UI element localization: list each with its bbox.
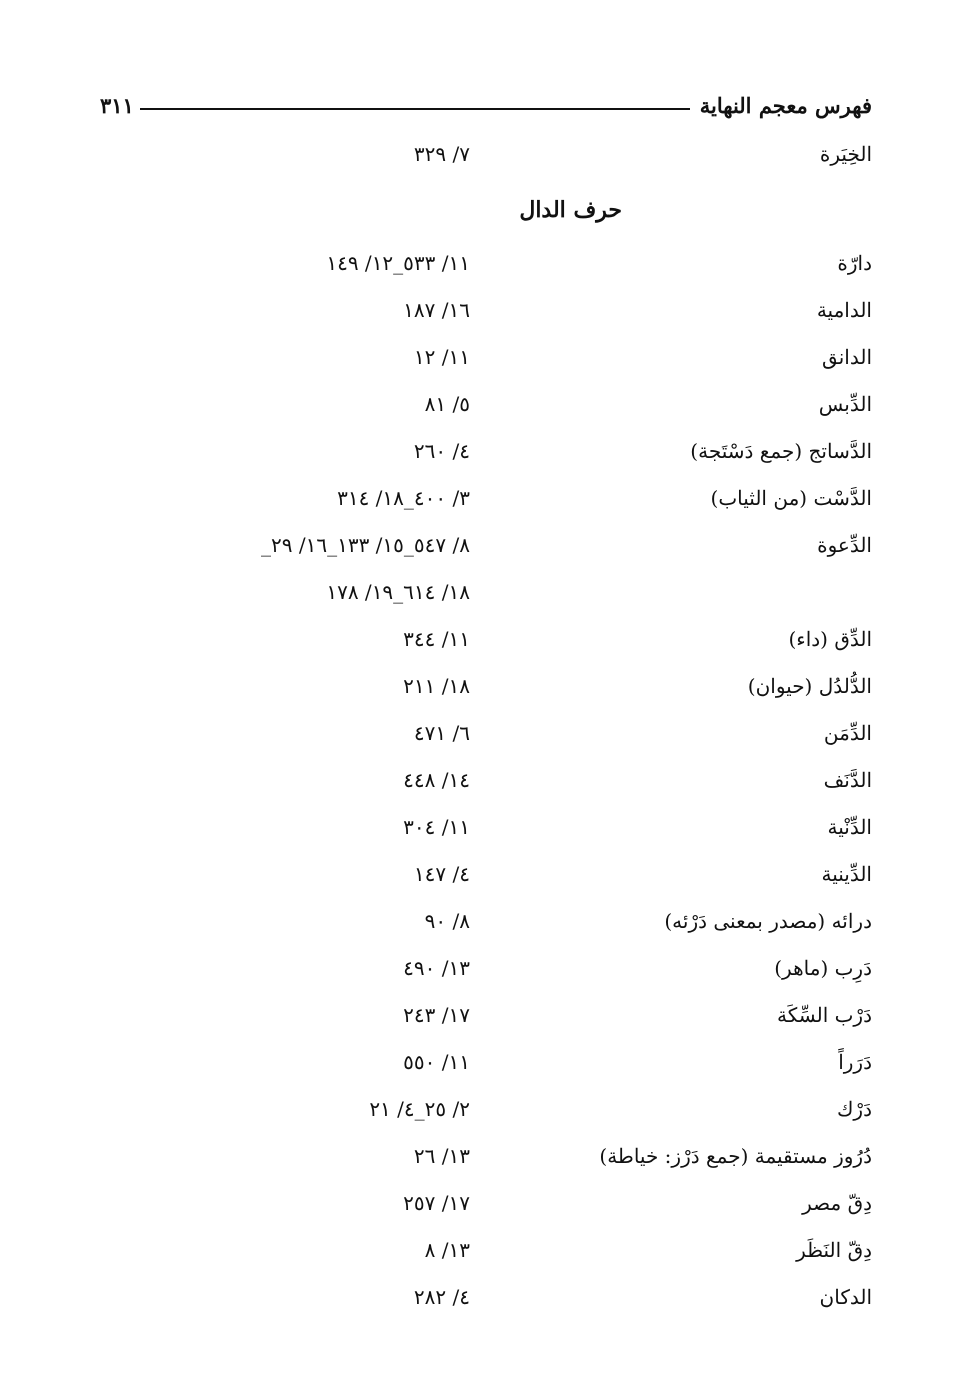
index-entries: [0, 130, 956, 1320]
entry-reference: ١٨/ ٢١١: [403, 674, 470, 698]
entry-reference: ١٣/ ٢٦: [413, 1144, 470, 1168]
entry-reference: ٢/ ٢٥_٤/ ٢١: [369, 1097, 470, 1121]
index-entry: [0, 1038, 956, 1085]
entry-term: دُرُوز مستقيمة (جمع دَرْز: خياطة): [599, 1144, 872, 1168]
index-entry: [0, 850, 956, 897]
entry-term: الدِّعوة: [817, 533, 872, 557]
entry-term: الدِّق (داء): [788, 627, 872, 651]
entry-reference: ١٦/ ١٨٧: [403, 298, 470, 322]
entry-term: الدامية: [816, 298, 872, 322]
index-entry: [0, 521, 956, 568]
index-entry: [0, 1179, 956, 1226]
index-entry: [0, 662, 956, 709]
entry-term: دَرْك: [836, 1097, 872, 1121]
section-heading-label: حرف الدال: [519, 197, 622, 223]
section-heading: [0, 177, 956, 239]
entry-reference: ٤/ ٢٦٠: [413, 439, 470, 463]
index-entry: [0, 380, 956, 427]
entry-term: الدِّينية: [821, 862, 872, 886]
entry-reference: ١١/ ٥٣٣_١٢/ ١٤٩: [326, 251, 470, 275]
index-entry: [0, 1132, 956, 1179]
entry-reference: ١٧/ ٢٥٧: [403, 1191, 470, 1215]
entry-reference: ١٣/ ٤٩٠: [403, 956, 470, 980]
entry-reference: ١٣/ ٨: [424, 1238, 470, 1262]
header-rule: [140, 108, 690, 110]
entry-term: دَرَراً: [838, 1050, 872, 1074]
entry-term: الدِّبس: [818, 392, 872, 416]
entry-reference: ٣/ ٤٠٠_١٨/ ٣١٤: [337, 486, 470, 510]
index-entry: [0, 568, 956, 615]
entry-reference: ١٧/ ٢٤٣: [403, 1003, 470, 1027]
entry-term: دَرِب (ماهر): [774, 956, 872, 980]
index-entry: [0, 991, 956, 1038]
index-entry: [0, 756, 956, 803]
index-entry: [0, 615, 956, 662]
entry-term: دارّة: [837, 251, 872, 275]
entry-term: الخِيَرة: [819, 142, 872, 166]
running-title: فهرس معجم النهاية: [699, 93, 872, 118]
index-entry: [0, 239, 956, 286]
entry-reference: ٦/ ٤٧١: [413, 721, 470, 745]
index-entry: [0, 1085, 956, 1132]
entry-reference: ١٤/ ٤٤٨: [403, 768, 470, 792]
index-entry: [0, 803, 956, 850]
page-number: ٣١١: [100, 93, 134, 118]
index-entry: [0, 286, 956, 333]
entry-reference: ٧/ ٣٢٩: [413, 142, 470, 166]
entry-term: دَرْب السِّكَة: [776, 1003, 872, 1027]
running-head: [100, 82, 872, 116]
entry-reference: ١١/ ٣٠٤: [403, 815, 470, 839]
entry-reference: ١١/ ١٢: [413, 345, 470, 369]
entry-reference: ٤/ ١٤٧: [413, 862, 470, 886]
entry-term: دِقّ مصر: [802, 1191, 872, 1215]
index-entry: [0, 897, 956, 944]
entry-reference: ٥/ ٨١: [424, 392, 470, 416]
entry-reference: ٤/ ٢٨٢: [413, 1285, 470, 1309]
entry-reference: ٨/ ٥٤٧_١٥/ ١٣٣_١٦/ ٢٩_: [261, 533, 470, 557]
entry-reference: ١١/ ٣٤٤: [403, 627, 470, 651]
entry-term: الدِّنْية: [827, 815, 872, 839]
entry-term: الدانق: [822, 345, 872, 369]
entry-reference: ٨/ ٩٠: [424, 909, 470, 933]
entry-term: الدَّسْت (من الثياب): [710, 486, 872, 510]
entry-term: الدُّلدُل (حيوان): [747, 674, 872, 698]
index-entry: [0, 1226, 956, 1273]
entry-term: دِقّ النَظَر: [796, 1238, 872, 1262]
entry-reference: ١١/ ٥٥٠: [403, 1050, 470, 1074]
entry-term: الدَّساتج (جمع دَسْتَجة): [690, 439, 872, 463]
index-entry: [0, 130, 956, 177]
index-entry: [0, 474, 956, 521]
index-entry: [0, 944, 956, 991]
index-entry: [0, 709, 956, 756]
entry-term: الدِّمَن: [823, 721, 872, 745]
index-entry: [0, 427, 956, 474]
entry-term: درائه (مصدر بمعنى دَرْئه): [664, 909, 872, 933]
entry-term: الدَّنَف: [823, 768, 872, 792]
entry-reference: ١٨/ ٦١٤_١٩/ ١٧٨: [326, 580, 470, 604]
index-entry: [0, 1273, 956, 1320]
entry-term: الدكان: [819, 1285, 872, 1309]
index-entry: [0, 333, 956, 380]
